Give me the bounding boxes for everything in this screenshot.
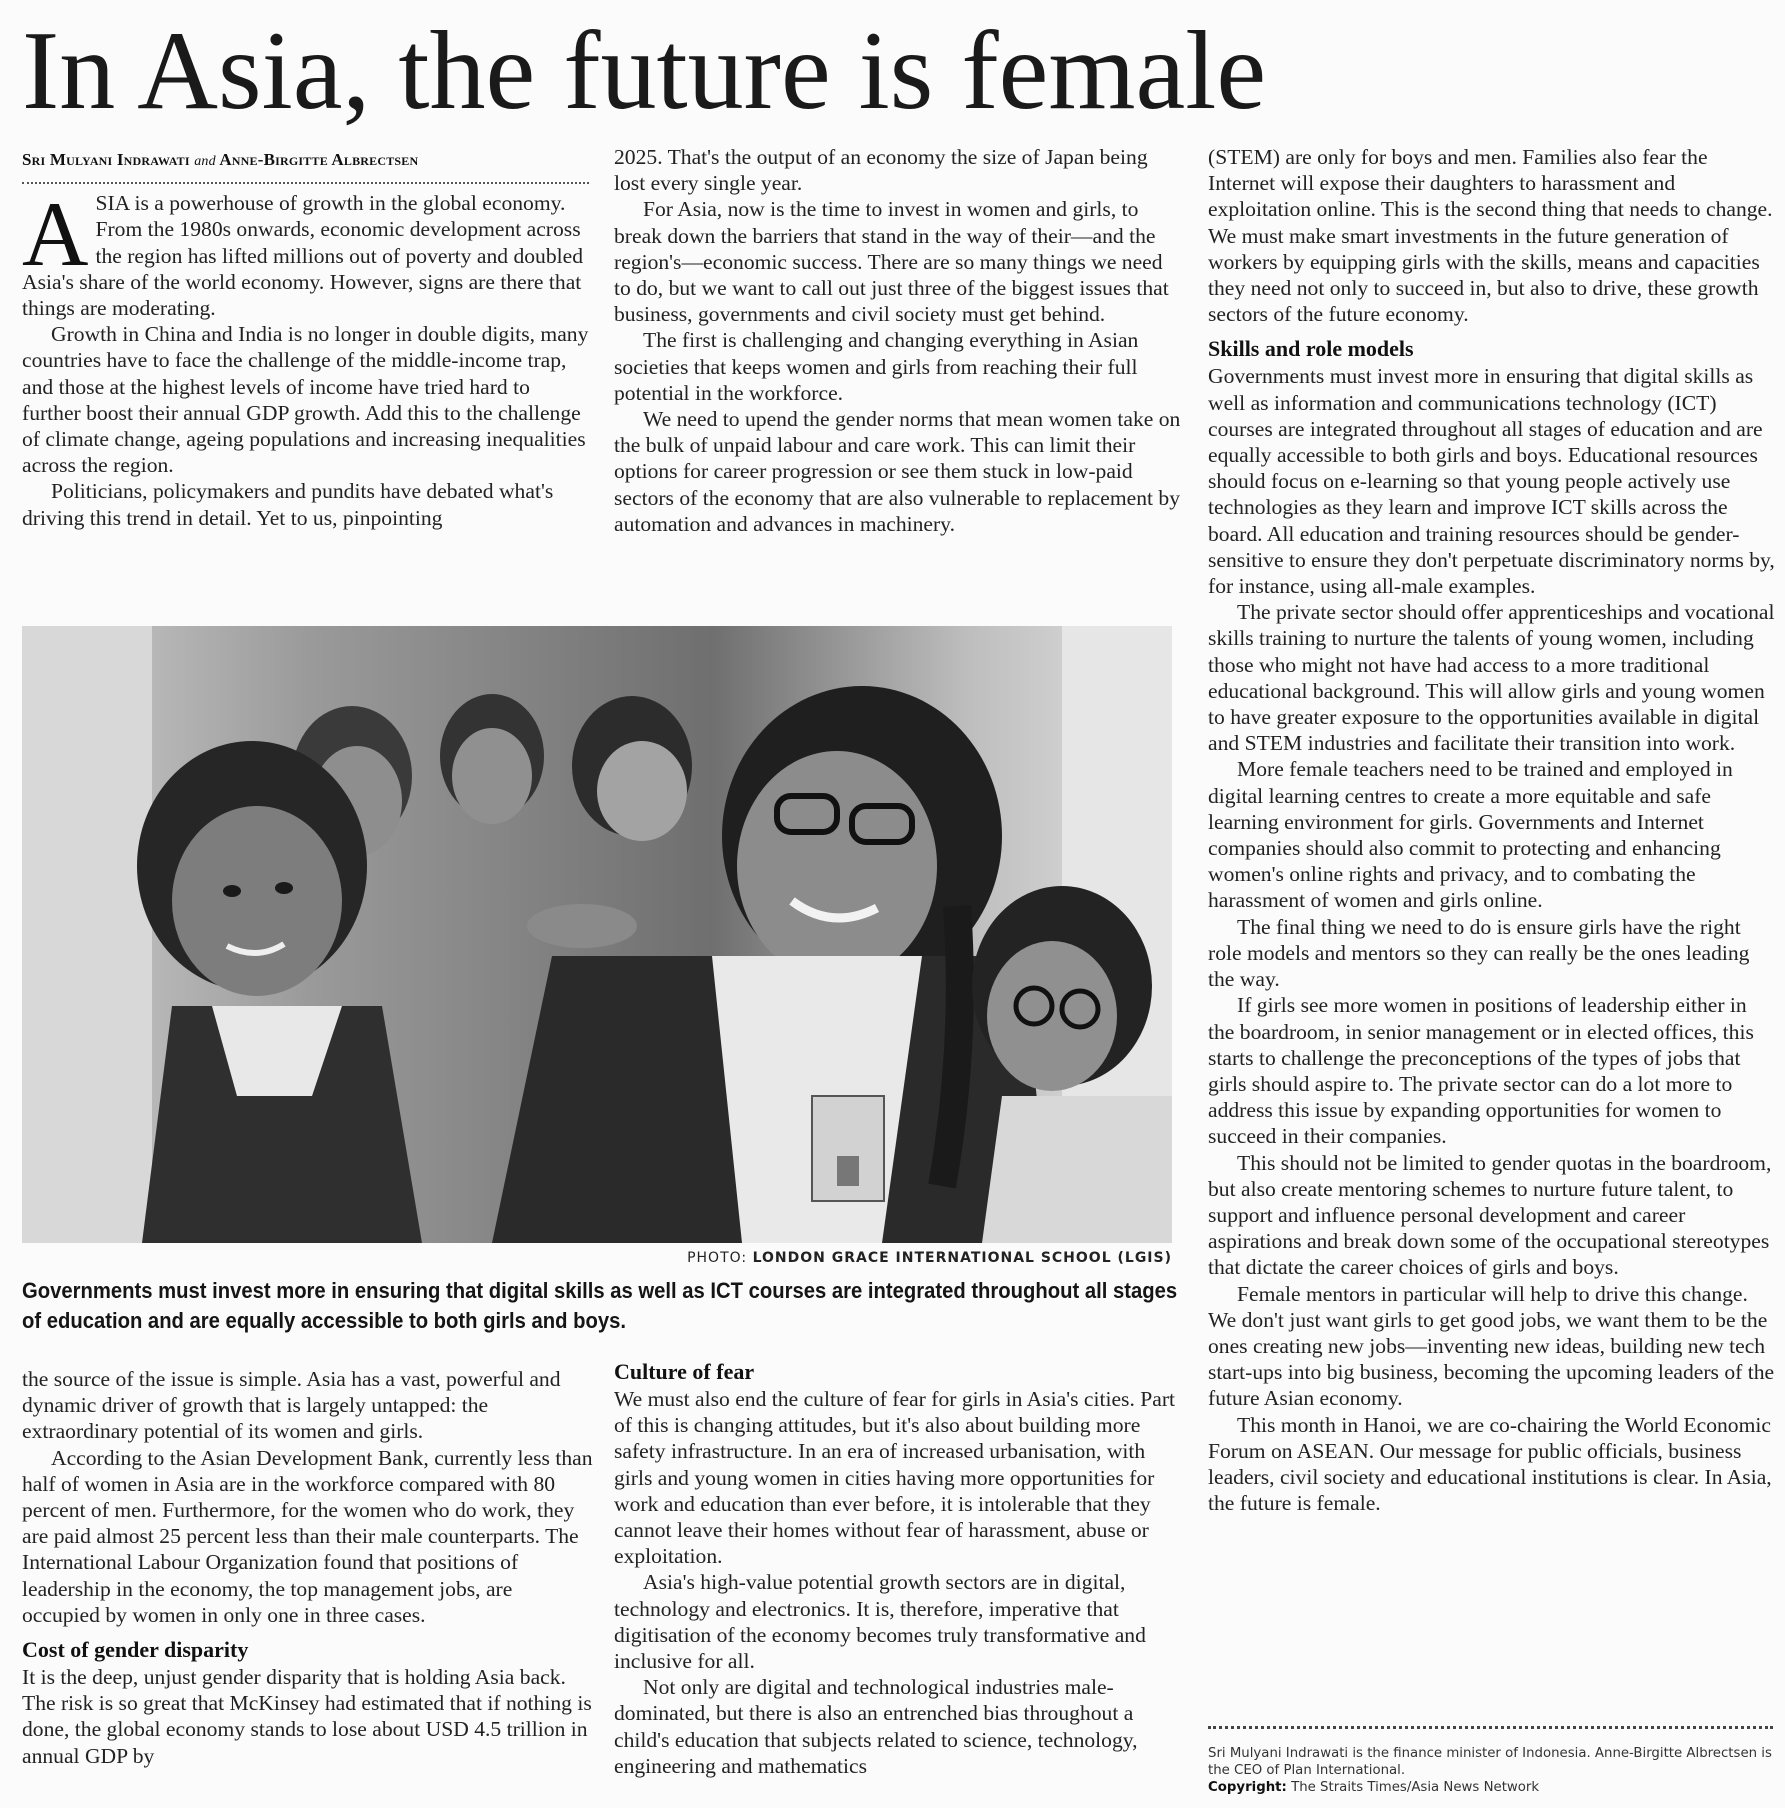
column-1-top xyxy=(22,147,589,593)
credit-label: PHOTO: xyxy=(687,1250,748,1266)
paragraph: More female teachers need to be trained and employed in digital learning centres to create a more equitable and safe learning environment for girls. Governments and Internet companies should also commit to protecting and enhancing women's online rights and privacy, and to combating the harassment of women and girls online. xyxy=(1208,757,1733,913)
paragraph: We need to upend the gender norms that mean women take on the bulk of unpaid labour and care work. This can limit their options for career progression or see them stuck in low-paid sectors of the economy that are also vulnerable to replacement by automation and advances in machinery. xyxy=(614,407,1181,536)
paragraph: Female mentors in particular will help to drive this change. We don't just want girls to get good jobs, we want them to be the ones creating new jobs—inventing new ideas, building new tech start-ups into big business, becoming the upcoming leaders of the future Asian economy. xyxy=(1208,1281,1775,1411)
author-bio: Sri Mulyani Indrawati is the finance minister of Indonesia. Anne-Birgitte Albrectsen is the CEO of Plan International. xyxy=(1208,1746,1772,1778)
byline xyxy=(22,147,589,184)
subhead-culture-of-fear: Culture of fear xyxy=(614,1359,755,1384)
paragraph: Not only are digital and technological industries male-dominated, but there is also an entrenched bias throughout a child's education that subjects related to science, technology, engineering and mathematics xyxy=(614,1675,1138,1778)
paragraph: 2025. That's the output of an economy the size of Japan being lost every single year. xyxy=(614,145,1148,196)
paragraph: We must also end the culture of fear for girls in Asia's cities. Part of this is changing attitudes, but it's also about building more safety infrastructure. In an era of increased urbanisation, with girls and young women in cities having more opportunities for work and education than ever before, it is intolerable that they cannot leave their homes without fear of harassment, abuse or exploitation. xyxy=(614,1387,1176,1569)
paragraph: If girls see more women in positions of leadership either in the boardroom, in senior management or in elected offices, this starts to challenge the preconceptions of the types of jobs that girls should aspire to. The private sector can do a lot more to address this issue by expanding opportunities for women to succeed in their companies. xyxy=(1208,993,1754,1149)
copyright-line xyxy=(1208,1779,1773,1796)
paragraph: For Asia, now is the time to invest in women and girls, to break down the barriers that stand in the way of their—and the region's—economic success. There are so many things we need to do, but we want to call out just three of the biggest issues that business, governments and civil society must get behind. xyxy=(614,197,1169,327)
author-1: Sri Mulyani Indrawati xyxy=(22,150,190,169)
author-2: Anne-Birgitte Albrectsen xyxy=(219,150,419,169)
paragraph: The final thing we need to do is ensure girls have the right role models and mentors so they can really be the ones leading the way. xyxy=(1208,914,1750,992)
paragraph: Politicians, policymakers and pundits have debated what's driving this trend in detail. Yet to us, pinpointing xyxy=(22,479,554,530)
byline-conjunction: and xyxy=(194,154,216,169)
copyright-source: The Straits Times/Asia News Network xyxy=(1291,1780,1540,1795)
copyright-label: Copyright: xyxy=(1208,1780,1287,1795)
author-note xyxy=(1208,1726,1773,1796)
subhead-skills-and-role-models: Skills and role models xyxy=(1208,336,1414,362)
paragraph: This should not be limited to gender quotas in the boardroom, but also create mentoring schemes to nurture future talent, to support and influence personal development and career aspirations and break down some of the occupational stereotypes that dictate the career choices of girls and boys. xyxy=(1208,1150,1772,1280)
paragraph: This month in Hanoi, we are co-chairing the World Economic Forum on ASEAN. Our message for public officials, business leaders, civil society and educational institutions is clear. In Asia, the future is female. xyxy=(1208,1412,1772,1516)
paragraph: the source of the issue is simple. Asia has a vast, powerful and dynamic driver of growth that is largely untapped: the extraordinary potential of its women and girls. xyxy=(22,1367,561,1444)
column-1-bottom xyxy=(22,1366,594,1808)
paragraph: SIA is a powerhouse of growth in the global economy. From the 1980s onwards, economic development across the region has lifted millions out of poverty and doubled Asia's share of the world economy. However, signs are there that things are moderating. xyxy=(22,191,584,321)
paragraph: (STEM) are only for boys and men. Families also fear the Internet will expose their daughters to harassment and exploitation online. This is the second thing that needs to change. We must make smart investments in the future generation of workers by equipping girls with the skills, means and capacities they need not only to succeed in, but also to drive, these growth sectors of the future economy. xyxy=(1208,145,1773,327)
paragraph: Asia's high-value potential growth sectors are in digital, technology and electronics. It is, therefore, imperative that digitisation of the economy becomes truly transformative and inclusive for all. xyxy=(614,1570,1146,1674)
paragraph: The first is challenging and changing everything in Asian societies that keeps women and girls from reaching their full potential in the workforce. xyxy=(614,328,1139,405)
headline: In Asia, the future is female xyxy=(22,9,1267,133)
column-2-top xyxy=(614,144,1184,594)
drop-cap: A xyxy=(22,183,89,286)
paragraph: According to the Asian Development Bank, currently less than half of women in Asia are in the workforce compared with 80 percent of men. Furthermore, for the women who do work, they are paid almost 25 percent less than their male counterparts. The International Labour Organization found that positions of leadership in the economy, the top management jobs, are occupied by women in only one in three cases. xyxy=(22,1445,593,1627)
paragraph: It is the deep, unjust gender disparity that is holding Asia back. The risk is so great that McKinsey had estimated that if nothing is done, the global economy stands to lose about USD 4.5 trillion in annual GDP by xyxy=(22,1665,592,1768)
column-2-bottom xyxy=(614,1358,1186,1808)
paragraph: The private sector should offer apprenticeships and vocational skills training to nurture the talents of young women, including those who might not have had access to a more traditional educational background. This will allow girls and young women to have greater exposure to the opportunities available in digital and STEM industries and facilitate their transition into work. xyxy=(1208,600,1775,756)
photo-credit xyxy=(22,1250,1172,1266)
column-3 xyxy=(1208,144,1778,1722)
photo-caption: Governments must invest more in ensuring that digital skills as well as ICT courses are integrated throughout all stages of education and are equally accessible to both girls and boys. xyxy=(22,1278,1178,1333)
subhead-cost-of-gender-disparity: Cost of gender disparity xyxy=(22,1637,249,1663)
paragraph: Growth in China and India is no longer in double digits, many countries have to face the challenge of the middle-income trap, and those at the highest levels of income have tried hard to further boost their annual GDP growth. Add this to the challenge of climate change, ageing populations and increasing inequalities across the region. xyxy=(22,322,589,478)
paragraph: Governments must invest more in ensuring that digital skills as well as information and communications technology (ICT) courses are integrated throughout all stages of education and are equally accessible to both girls and boys. Educational resources should focus on e-learning so that young people actively use technologies as they learn and improve ICT skills across the board. All education and training resources should be gender-sensitive to ensure they don't perpetuate discriminatory norms by, for instance, using all-male examples. xyxy=(1208,364,1775,599)
credit-source: LONDON GRACE INTERNATIONAL SCHOOL (LGIS) xyxy=(752,1250,1172,1266)
article-photo xyxy=(22,626,1172,1243)
